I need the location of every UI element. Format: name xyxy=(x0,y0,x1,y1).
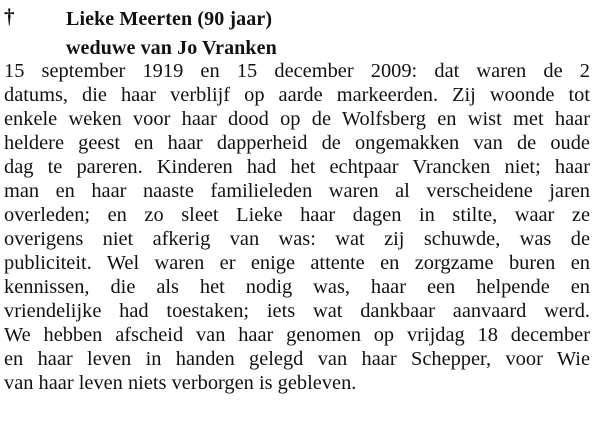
deceased-name-title: Lieke Meerten (90 jaar) xyxy=(66,8,273,30)
body-line: enkele weken voor haar dood op de Wolfsberg en wist met haar xyxy=(4,108,590,130)
body-line: van haar leven niets verborgen is gebleven. xyxy=(4,372,357,394)
body-line: overigens niet afkerig van was: wat zij schuwde, was de xyxy=(4,228,590,250)
body-line: heldere geest en haar dapperheid de ongemakken van de oude xyxy=(4,132,590,154)
obituary-heading xyxy=(66,5,277,63)
obituary-body xyxy=(4,59,590,395)
body-line: dag te pareren. Kinderen had het echtpaar Vrancken niet; haar xyxy=(4,156,590,178)
body-line: 15 september 1919 en 15 december 2009: dat waren de 2 xyxy=(4,60,590,82)
body-line: datums, die haar verblijf op aarde markeerden. Zij woonde tot xyxy=(4,84,590,106)
spouse-subtitle: weduwe van Jo Vranken xyxy=(66,37,277,59)
body-line: vriendelijke had toestaken; iets wat dankbaar aanvaard werd. xyxy=(4,300,590,322)
cross-icon: † xyxy=(4,4,15,28)
body-line: man en haar naaste familieleden waren al verscheidene jaren xyxy=(4,180,590,202)
body-line: overleden; en zo sleet Lieke haar dagen in stilte, waar ze xyxy=(4,204,590,226)
body-line: kennissen, die als het nodig was, haar een helpende en xyxy=(4,276,590,298)
body-line: We hebben afscheid van haar genomen op vrijdag 18 december xyxy=(4,324,590,346)
body-line: publiciteit. Wel waren er enige attente en zorgzame buren en xyxy=(4,252,590,274)
body-line: en haar leven in handen gelegd van haar Schepper, voor Wie xyxy=(4,348,590,370)
